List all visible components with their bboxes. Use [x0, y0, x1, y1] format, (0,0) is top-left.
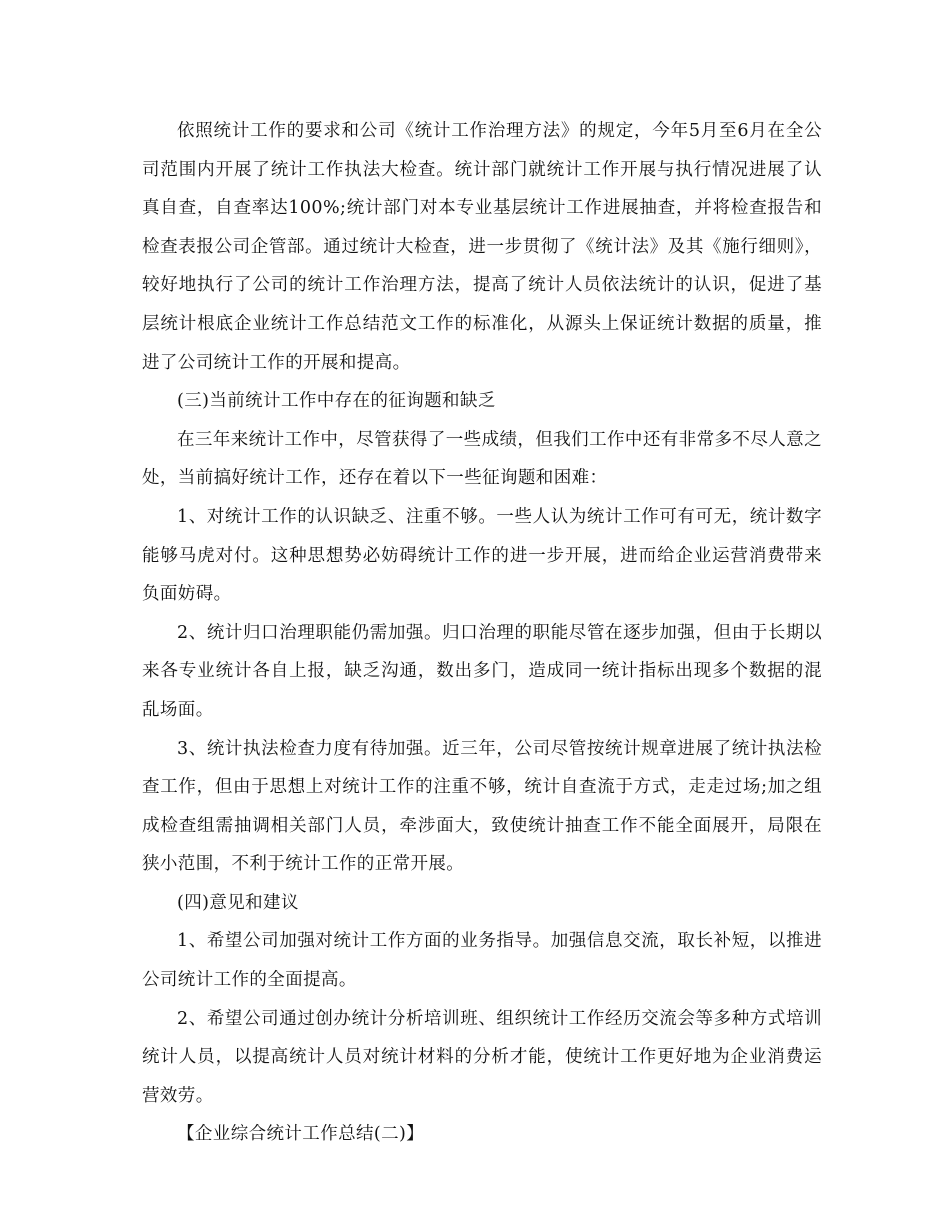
section-title-summary-part-2: 【企业综合统计工作总结(二)】: [177, 1124, 425, 1145]
paragraph-problem-1: 1、对统计工作的认识缺乏、注重不够。一些人认为统计工作可有可无，统计数字能够马虎对付。这种思想势必妨碍统计工作的进一步开展，进而给企业运营消费带来负面妨碍。: [142, 506, 822, 605]
paragraph-problem-3: 3、统计执法检查力度有待加强。近三年，公司尽管按统计规章进展了统计执法检查工作，但由于思想上对统计工作的注重不够，统计自查流于方式，走走过场;加之组成检查组需抽调相关部门人员，牵涉面大，致使统计抽查工作不能全面展开，局限在狭小范围，不利于统计工作的正常开展。: [142, 738, 822, 875]
paragraph-problems-intro: 在三年来统计工作中，尽管获得了一些成绩，但我们工作中还有非常多不尽人意之处，当前搞好统计工作，还存在着以下一些征询题和困难：: [142, 429, 822, 489]
document-body: [142, 112, 822, 1154]
section-heading-suggestions: (四)意见和建议: [177, 892, 299, 913]
paragraph-suggestion-2: 2、希望公司通过创办统计分析培训班、组织统计工作经历交流会等多种方式培训统计人员，以提高统计人员对统计材料的分析才能，使统计工作更好地为企业消费运营效劳。: [142, 1008, 822, 1106]
section-heading-problems: (三)当前统计工作中存在的征询题和缺乏: [177, 391, 496, 412]
paragraph-suggestion-1: 1、希望公司加强对统计工作方面的业务指导。加强信息交流，取长补短，以推进公司统计工作的全面提高。: [142, 931, 822, 991]
paragraph-problem-2: 2、统计归口治理职能仍需加强。归口治理的职能尽管在逐步加强，但由于长期以来各专业统计各自上报，缺乏沟通，数出多门，造成同一统计指标出现多个数据的混乱场面。: [142, 622, 822, 720]
paragraph-inspection-summary: 依照统计工作的要求和公司《统计工作治理方法》的规定，今年5月至6月在全公司范围内开展了统计工作执法大检查。统计部门就统计工作开展与执行情况进展了认真自查，自查率达100%;统计部门对本专业基层统计工作进展抽查，并将检查报告和检查表报公司企管部。通过统计大检查，进一步贯彻了《统计法》及其《施行细则》，较好地执行了公司的统计工作治理方法，提高了统计人员依法统计的认识，促进了基层统计根底企业统计工作总结范文工作的标准化，从源头上保证统计数据的质量，推进了公司统计工作的开展和提高。: [142, 121, 822, 373]
